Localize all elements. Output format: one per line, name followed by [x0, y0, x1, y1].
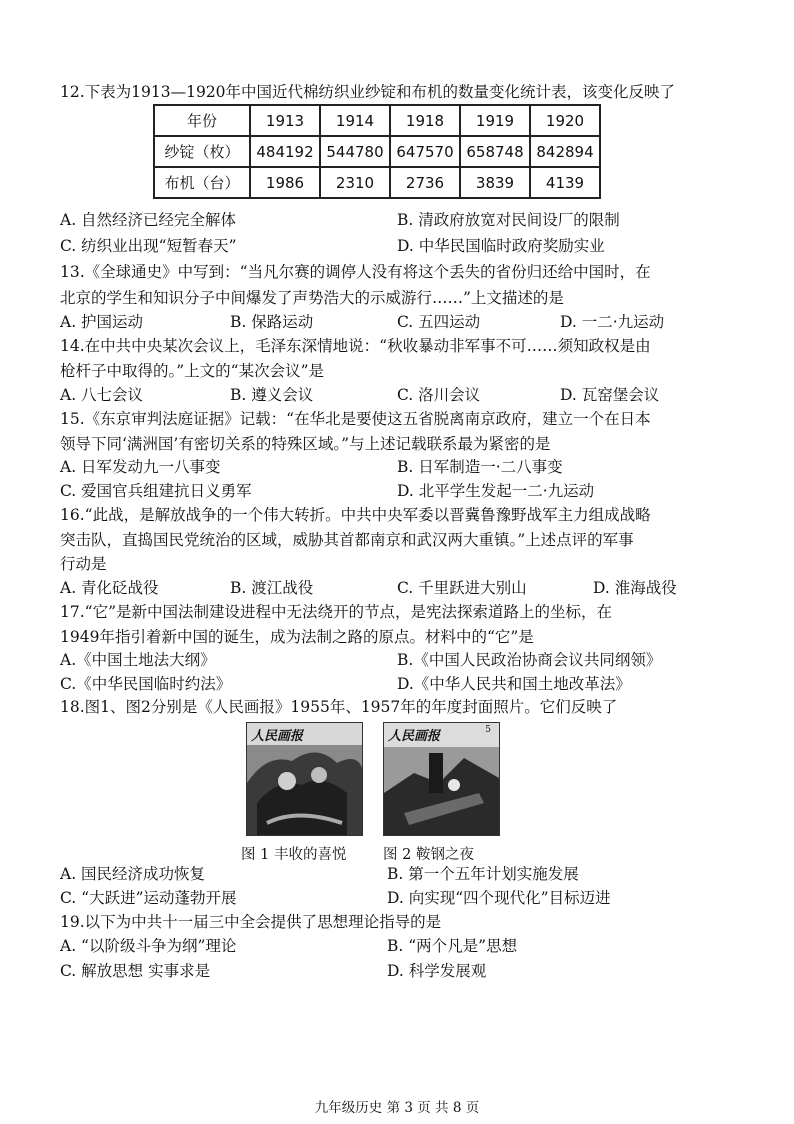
- q16-option-b[interactable]: B. 渡江战役: [230, 579, 314, 597]
- q14-stem-line-2: 枪杆子中取得的。”上文的“某次会议”是: [60, 362, 325, 380]
- q18-stem: 18.图1、图2分别是《人民画报》1955年、1957年的年度封面照片。它们反映了: [60, 698, 618, 716]
- q14-option-a[interactable]: A. 八七会议: [60, 386, 144, 404]
- q19-option-d[interactable]: D. 科学发展观: [387, 962, 487, 980]
- q14-option-c[interactable]: C. 洛川会议: [397, 386, 481, 404]
- q14-option-d[interactable]: D. 瓦窑堡会议: [560, 386, 660, 404]
- table-row-label: 纱锭（枚）: [154, 136, 250, 167]
- q12-option-c[interactable]: C. 纺织业出现“短暂春天”: [60, 237, 237, 255]
- table-year: 1919: [460, 105, 530, 136]
- q16-stem-line-3: 行动是: [60, 555, 107, 573]
- table-cell: 4139: [530, 167, 600, 198]
- q13-options: [60, 312, 750, 332]
- q15-stem-line-1: 15.《东京审判法庭证据》记载：“在华北是要使这五省脱离南京政府，建立一个在日本: [60, 410, 651, 428]
- q18-option-d[interactable]: D. 向实现“四个现代化”目标迈进: [387, 889, 611, 907]
- q16-option-d[interactable]: D. 淮海战役: [593, 579, 677, 597]
- q17-option-d[interactable]: D.《中华人民共和国土地改革法》: [397, 675, 631, 693]
- q19-options-row-1: [60, 936, 750, 956]
- q17-option-a[interactable]: A.《中国土地法大纲》: [60, 651, 216, 669]
- figure-2-masthead: 人民画报: [388, 729, 441, 744]
- q13-stem-line-1: 13.《全球通史》中写到：“当凡尔赛的调停人没有将这个丢失的省份归还给中国时，在: [60, 263, 651, 281]
- q18-option-c[interactable]: C. “大跃进”运动蓬勃开展: [60, 889, 237, 907]
- q16-option-c[interactable]: C. 千里跃进大别山: [397, 579, 527, 597]
- table-cell: 484192: [250, 136, 320, 167]
- q13-option-d[interactable]: D. 一二·九运动: [560, 313, 665, 331]
- table-header-label: 年份: [154, 105, 250, 136]
- q16-stem-line-1: 16.“此战，是解放战争的一个伟大转折。中共中央军委以晋冀鲁豫野战军主力组成战略: [60, 506, 651, 524]
- q17-stem-line-1: 17.“它”是新中国法制建设进程中无法绕开的节点，是宪法探索道路上的坐标，在: [60, 603, 613, 621]
- q17-option-c[interactable]: C.《中华民国临时约法》: [60, 675, 232, 693]
- q13-option-b[interactable]: B. 保路运动: [230, 313, 314, 331]
- q13-option-c[interactable]: C. 五四运动: [397, 313, 481, 331]
- q15-options-row-2: [60, 481, 750, 501]
- table-cell: 2736: [390, 167, 460, 198]
- table-cell: 544780: [320, 136, 390, 167]
- q12-option-a[interactable]: A. 自然经济已经完全解体: [60, 211, 237, 229]
- q15-option-b[interactable]: B. 日军制造一·二八事变: [397, 458, 563, 476]
- q14-options: [60, 385, 750, 405]
- q19-option-a[interactable]: A. “以阶级斗争为纲”理论: [60, 937, 237, 955]
- table-year: 1913: [250, 105, 320, 136]
- q15-option-d[interactable]: D. 北平学生发起一二·九运动: [397, 482, 595, 500]
- q14-option-b[interactable]: B. 遵义会议: [230, 386, 314, 404]
- q13-option-a[interactable]: A. 护国运动: [60, 313, 144, 331]
- table-cell: 3839: [460, 167, 530, 198]
- table-year: 1914: [320, 105, 390, 136]
- figure-2-issue-number: 5: [485, 725, 491, 735]
- q12-stem: 12.下表为1913—1920年中国近代棉纺织业纱锭和布机的数量变化统计表，该变化反映了: [60, 83, 676, 101]
- q17-options-row-1: [60, 650, 750, 670]
- q15-option-c[interactable]: C. 爱国官兵组建抗日义勇军: [60, 482, 252, 500]
- q14-stem-line-1: 14.在中共中央某次会议上，毛泽东深情地说：“秋收暴动非军事不可……须知政权是由: [60, 337, 651, 355]
- q19-option-b[interactable]: B. “两个凡是”思想: [387, 937, 518, 955]
- table-row: [154, 136, 600, 167]
- q12-option-b[interactable]: B. 清政府放宽对民间设厂的限制: [397, 211, 620, 229]
- figure-1-masthead: 人民画报: [251, 729, 304, 744]
- table-header-row: [154, 105, 600, 136]
- q12-options-row-2: [60, 236, 750, 256]
- page-footer: 九年级历史 第 3 页 共 8 页: [314, 1100, 480, 1116]
- q19-stem: 19.以下为中共十一届三中全会提供了思想理论指导的是: [60, 913, 442, 931]
- table-cell: 1986: [250, 167, 320, 198]
- q12-option-d[interactable]: D. 中华民国临时政府奖励实业: [397, 237, 605, 255]
- table-row-label: 布机（台）: [154, 167, 250, 198]
- q17-stem-line-2: 1949年指引着新中国的诞生，成为法制之路的原点。材料中的“它”是: [60, 628, 534, 646]
- q12-data-table: [153, 104, 601, 199]
- table-cell: 647570: [390, 136, 460, 167]
- q18-option-b[interactable]: B. 第一个五年计划实施发展: [387, 865, 579, 883]
- q16-option-a[interactable]: A. 青化砭战役: [60, 579, 159, 597]
- table-cell: 842894: [530, 136, 600, 167]
- figure-1-caption: 图 1 丰收的喜悦: [241, 847, 347, 863]
- q17-option-b[interactable]: B.《中国人民政治协商会议共同纲领》: [397, 651, 662, 669]
- figure-1-cover-photo: [246, 722, 363, 836]
- q19-option-c[interactable]: C. 解放思想 实事求是: [60, 962, 211, 980]
- q16-stem-line-2: 突击队，直捣国民党统治的区域，威胁其首都南京和武汉两大重镇。”上述点评的军事: [60, 531, 634, 549]
- q15-option-a[interactable]: A. 日军发动九一八事变: [60, 458, 221, 476]
- q15-stem-line-2: 领导下同‘满洲国’有密切关系的特殊区域。”与上述记载联系最为紧密的是: [60, 435, 551, 453]
- figure-2-caption: 图 2 鞍钢之夜: [383, 847, 474, 863]
- q13-stem-line-2: 北京的学生和知识分子中间爆发了声势浩大的示威游行……”上文描述的是: [60, 289, 564, 307]
- table-row: [154, 167, 600, 198]
- table-year: 1920: [530, 105, 600, 136]
- q12-options-row-1: [60, 210, 750, 230]
- q19-options-row-2: [60, 961, 750, 981]
- table-cell: 2310: [320, 167, 390, 198]
- figure-2-cover-photo: [383, 722, 500, 836]
- q15-options-row-1: [60, 457, 750, 477]
- table-cell: 658748: [460, 136, 530, 167]
- q18-options-row-1: [60, 864, 750, 884]
- q18-option-a[interactable]: A. 国民经济成功恢复: [60, 865, 206, 883]
- q18-options-row-2: [60, 888, 750, 908]
- q16-options: [60, 578, 750, 598]
- q17-options-row-2: [60, 674, 750, 694]
- table-year: 1918: [390, 105, 460, 136]
